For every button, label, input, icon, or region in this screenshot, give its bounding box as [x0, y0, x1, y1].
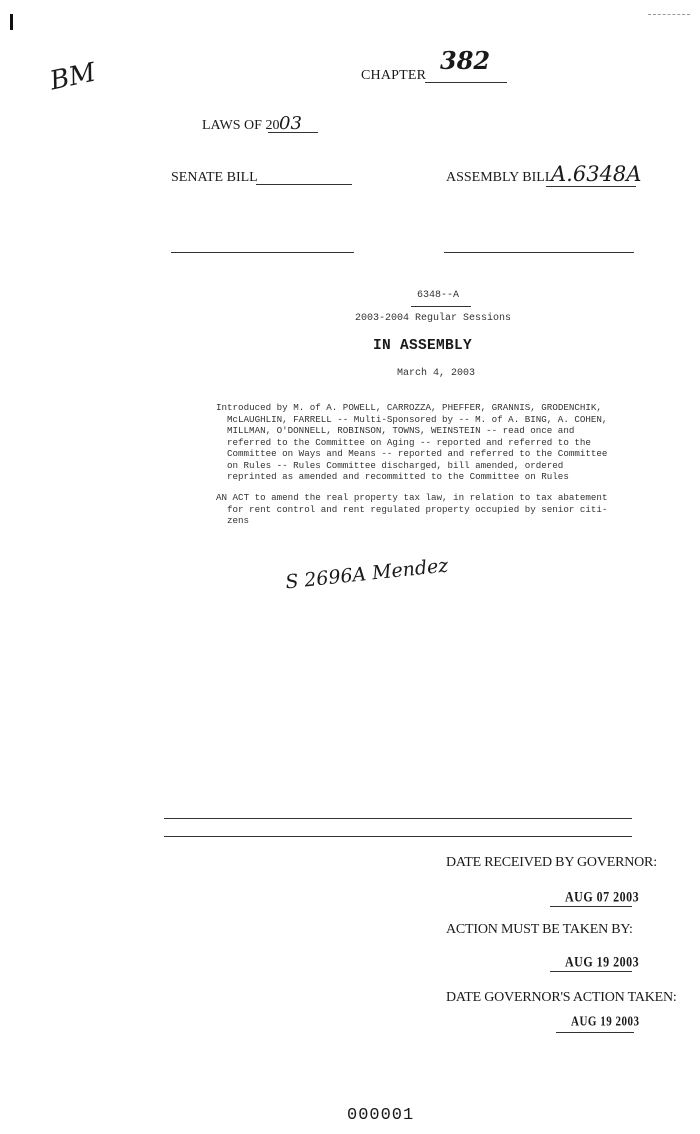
intro-line: McLAUGHLIN, FARRELL -- Multi-Sponsored by -- M. of A. BING, A. COHEN,	[227, 413, 608, 425]
introduction-paragraph	[216, 402, 652, 483]
date-received-stamp: AUG 07 2003	[565, 888, 640, 906]
assembly-bill-label: ASSEMBLY BILL	[446, 170, 554, 185]
divider-bottom-upper	[164, 818, 632, 819]
intro-line: MILLMAN, O'DONNELL, ROBINSON, TOWNS, WEINSTEIN -- read once and	[227, 425, 575, 436]
bill-date: March 4, 2003	[397, 368, 476, 379]
act-line: for rent control and rent regulated property occupied by senior citi-	[227, 503, 608, 515]
laws-year: 03	[279, 113, 302, 134]
action-deadline-stamp: AUG 19 2003	[565, 953, 640, 971]
date-received-label: DATE RECEIVED BY GOVERNOR:	[446, 855, 657, 870]
act-line: zens	[227, 515, 250, 526]
handwritten-senate-note: S 2696A Mendez	[284, 554, 450, 594]
intro-line: reprinted as amended and recommitted to the Committee on Rules	[227, 471, 569, 482]
page-number: 000001	[347, 1106, 415, 1125]
chapter-number: 382	[440, 46, 491, 75]
act-title-paragraph	[216, 492, 652, 527]
action-taken-stamp: AUG 19 2003	[571, 1014, 640, 1030]
bill-number-underline	[411, 306, 471, 307]
margin-mark	[10, 14, 13, 30]
divider-bottom-lower	[164, 836, 632, 837]
divider-left	[171, 252, 354, 253]
chapter-label: CHAPTER	[361, 68, 427, 83]
action-deadline-line	[550, 971, 632, 972]
assembly-bill-number: A.6348A	[551, 162, 642, 186]
intro-line: Committee on Ways and Means -- reported and referred to the Committee	[227, 448, 608, 459]
action-taken-label: DATE GOVERNOR'S ACTION TAKEN:	[446, 990, 677, 1005]
session: 2003-2004 Regular Sessions	[355, 313, 512, 324]
laws-of-label: LAWS OF 20	[202, 118, 280, 133]
chapter-field-line	[425, 82, 507, 83]
bill-number: 6348--A	[417, 290, 460, 301]
assembly-bill-line	[546, 186, 636, 187]
intro-line: Introduced by M. of A. POWELL, CARROZZA, PHEFFER, GRANNIS, GRODENCHIK,	[216, 402, 602, 413]
handwritten-initials: BM	[47, 57, 99, 97]
chamber-heading: IN ASSEMBLY	[373, 338, 473, 354]
intro-line: on Rules -- Rules Committee discharged, bill amended, ordered	[227, 459, 564, 471]
senate-bill-line	[256, 184, 352, 185]
date-received-line	[550, 906, 632, 907]
senate-bill-label: SENATE BILL	[171, 170, 258, 185]
divider-right	[444, 252, 634, 253]
act-line: AN ACT to amend the real property tax law, in relation to tax abatement	[216, 492, 608, 503]
action-deadline-label: ACTION MUST BE TAKEN BY:	[446, 922, 633, 937]
corner-mark	[648, 14, 690, 15]
intro-line: referred to the Committee on Aging -- reported and referred to the	[227, 436, 591, 448]
action-taken-line	[556, 1032, 634, 1033]
